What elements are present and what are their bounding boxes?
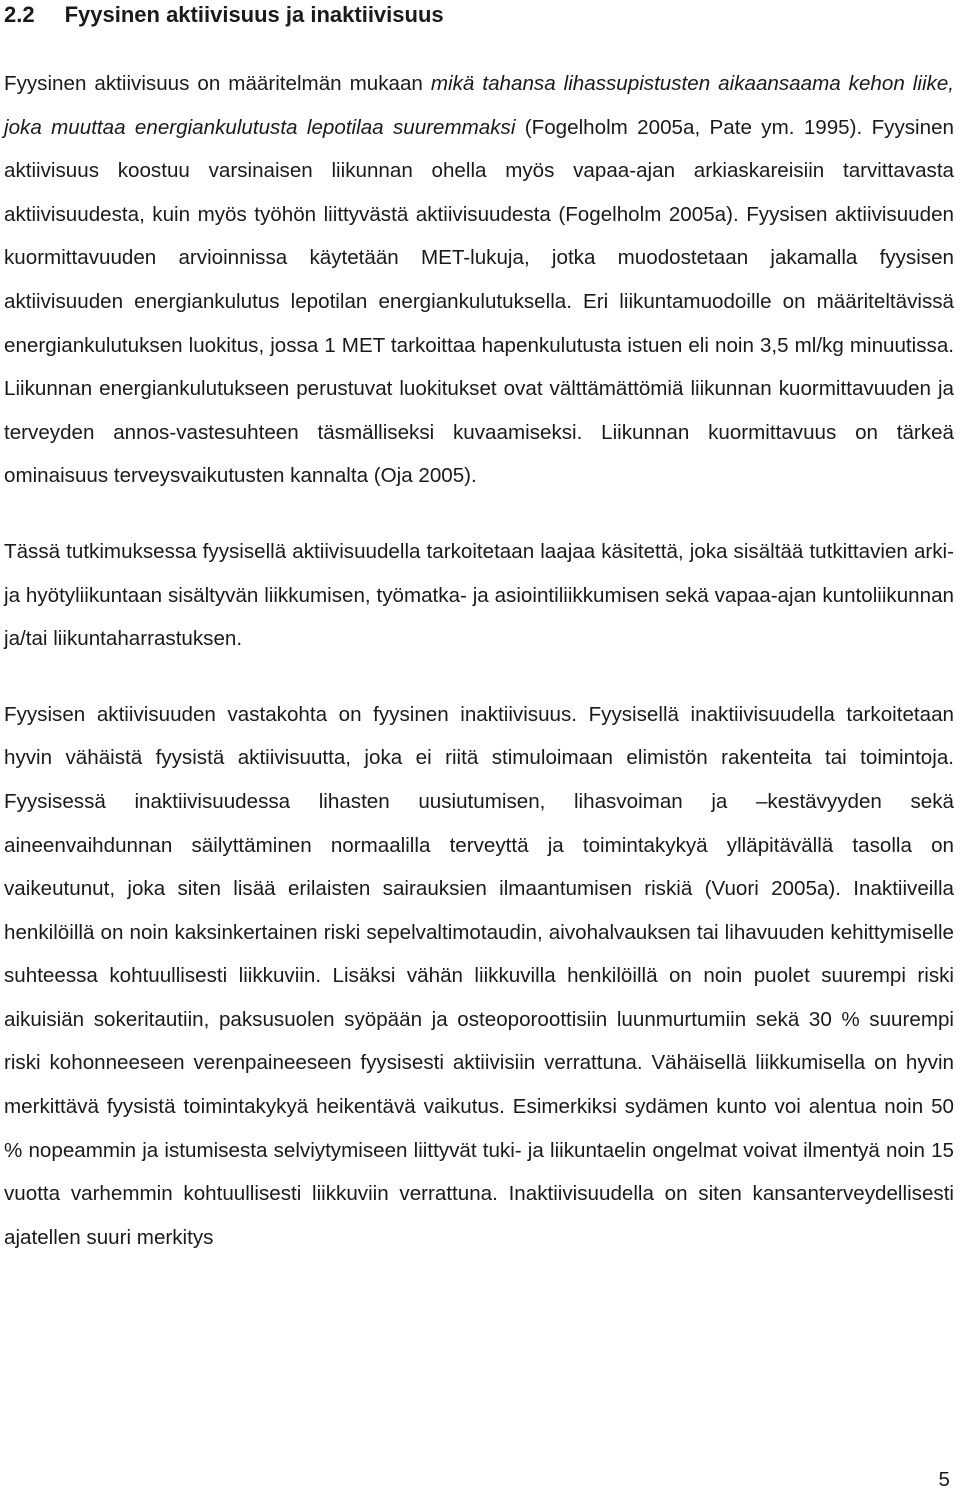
section-title: Fyysinen aktiivisuus ja inaktiivisuus (64, 2, 444, 27)
paragraph-body: (Fogelholm 2005a, Pate ym. 1995). Fyysinen aktiivisuus koostuu varsinaisen liikunnan ohella myös vapaa-ajan arkiaskareisiin tarvittavasta aktiivisuudesta, kuin myös työhön liittyvästä aktiivisuudesta (Fogelholm 2005a). Fyysisen aktiivisuuden kuormittavuuden arvioinnissa käytetään MET-lukuja, jotka muodostetaan jakamalla fyysisen aktiivisuuden energiankulutus lepotilan energiankulutuksella. Eri liikuntamuodoille on määriteltävissä energiankulutuksen luokitus, jossa 1 MET tarkoittaa hapenkulutusta istuen eli noin 3,5 ml/kg minuutissa. Liikunnan energiankulutukseen perustuvat luokitukset ovat välttämättömiä liikunnan kuormittavuuden ja terveyden annos-vastesuhteen täsmälliseksi kuvaamiseksi. Liikunnan kuormittavuus on tärkeä ominaisuus terveysvaikutusten kannalta (Oja 2005). (4, 115, 954, 488)
section-heading (4, 0, 954, 28)
section-number: 2.2 (4, 2, 35, 27)
paragraph-study-scope: Tässä tutkimuksessa fyysisellä aktiivisuudella tarkoitetaan laajaa käsitettä, joka sisältää tutkittavien arki- ja hyötyliikuntaan sisältyvän liikkumisen, työmatka- ja asiointiliikkumisen sekä vapaa-ajan kuntoliikunnan ja/tai liikuntaharrastuksen. (4, 539, 954, 651)
paragraph-lead: Fyysinen aktiivisuus on määritelmän mukaan (4, 72, 431, 95)
definition-quote: mikä tahansa lihassupistusten aikaansaama kehon liike, joka muuttaa energiankulutusta lepotilaa suuremmaksi (4, 72, 954, 139)
document-page (4, 0, 954, 1259)
paragraph-definition (4, 62, 954, 498)
page-number: 5 (938, 1468, 950, 1491)
paragraph-inactivity: Fyysisen aktiivisuuden vastakohta on fyysinen inaktiivisuus. Fyysisellä inaktiivisuudella tarkoitetaan hyvin vähäistä fyysistä aktiivisuutta, joka ei riitä stimuloimaan elimistön rakenteita tai toimintoja. Fyysisessä inaktiivisuudessa lihasten uusiutumisen, lihasvoiman ja –kestävyyden sekä aineenvaihdunnan säilyttäminen normaalilla terveyttä ja toimintakykyä ylläpitävällä tasolla on vaikeutunut, joka siten lisää erilaisten sairauksien ilmaantumisen riskiä (Vuori 2005a). Inaktiiveilla henkilöillä on noin kaksinkertainen riski sepelvaltimotaudin, aivohalvauksen tai lihavuuden kehittymiselle suhteessa kohtuullisesti liikkuviin. Lisäksi vähän liikkuvilla henkilöillä on noin puolet suurempi riski aikuisiän sokeritautiin, paksusuolen syöpään ja osteoporoottisiin luunmurtumiin sekä 30 % suurempi riski kohonneeseen verenpaineeseen fyysisesti aktiivisiin verrattuna. Vähäisellä liikkumisella on hyvin merkittävä fyysistä toimintakykyä heikentävä vaikutus. Esimerkiksi sydämen kunto voi alentua noin 50 % nopeammin ja istumisesta selviytymiseen liittyvät tuki- ja liikuntaelin ongelmat voivat ilmentyä noin 15 vuotta varhemmin kohtuullisesti liikkuviin verrattuna. Inaktiivisuudella on siten kansanterveydellisesti ajatellen suuri merkitys (4, 702, 954, 1249)
